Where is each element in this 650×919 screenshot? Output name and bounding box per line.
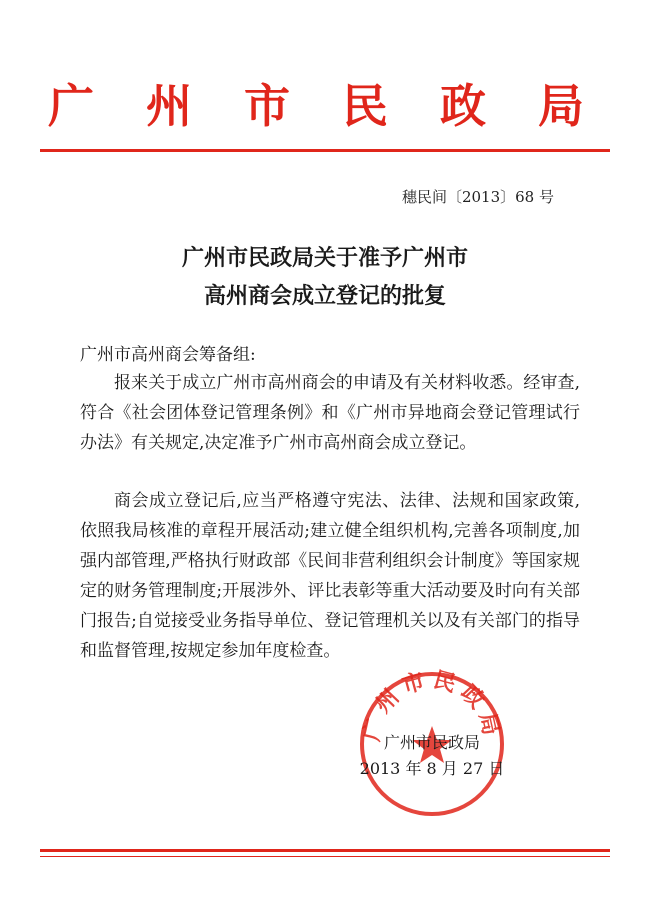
body-paragraph-2: 商会成立登记后,应当严格遵守宪法、法律、法规和国家政策,依照我局核准的章程开展活动;建立健全组织机构,完善各项制度,加强内部管理,严格执行财政部《民间非营利组织会计制度》等国家规定的财务管理制度;开展涉外、评比表彰等重大活动要及时向有关部门报告;自觉接受业务指导单位、登记管理机关以及有关部门的指导和监督管理,按规定参加年度检查。: [80, 491, 580, 661]
document-number: 穗民间〔2013〕68 号: [401, 188, 554, 206]
letterhead-red-rule: [40, 149, 610, 152]
footer-red-rule: [40, 849, 610, 852]
org-letterhead-title: 广 州 市 民 政 局: [47, 79, 603, 133]
footer-red-rule-thin: [40, 856, 610, 857]
body-paragraph-1: 报来关于成立广州市高州商会的申请及有关材料收悉。经审查,符合《社会团体登记管理条例》和《广州市异地商会登记管理试行办法》有关规定,决定准予广州市高州商会成立登记。: [80, 373, 580, 453]
document-subject: [60, 240, 590, 316]
addressee: 广州市高州商会筹备组:: [80, 345, 256, 365]
subject-line-1: 广州市民政局关于准予广州市: [181, 246, 468, 271]
issuer-name: 广州市民政局: [383, 733, 480, 752]
issue-date: 2013 年 8 月 27 日: [359, 759, 505, 778]
seal-text: 广州市民政局: [359, 668, 505, 744]
subject-line-2: 高州商会成立登记的批复: [203, 284, 446, 309]
signature-block: [352, 730, 512, 782]
